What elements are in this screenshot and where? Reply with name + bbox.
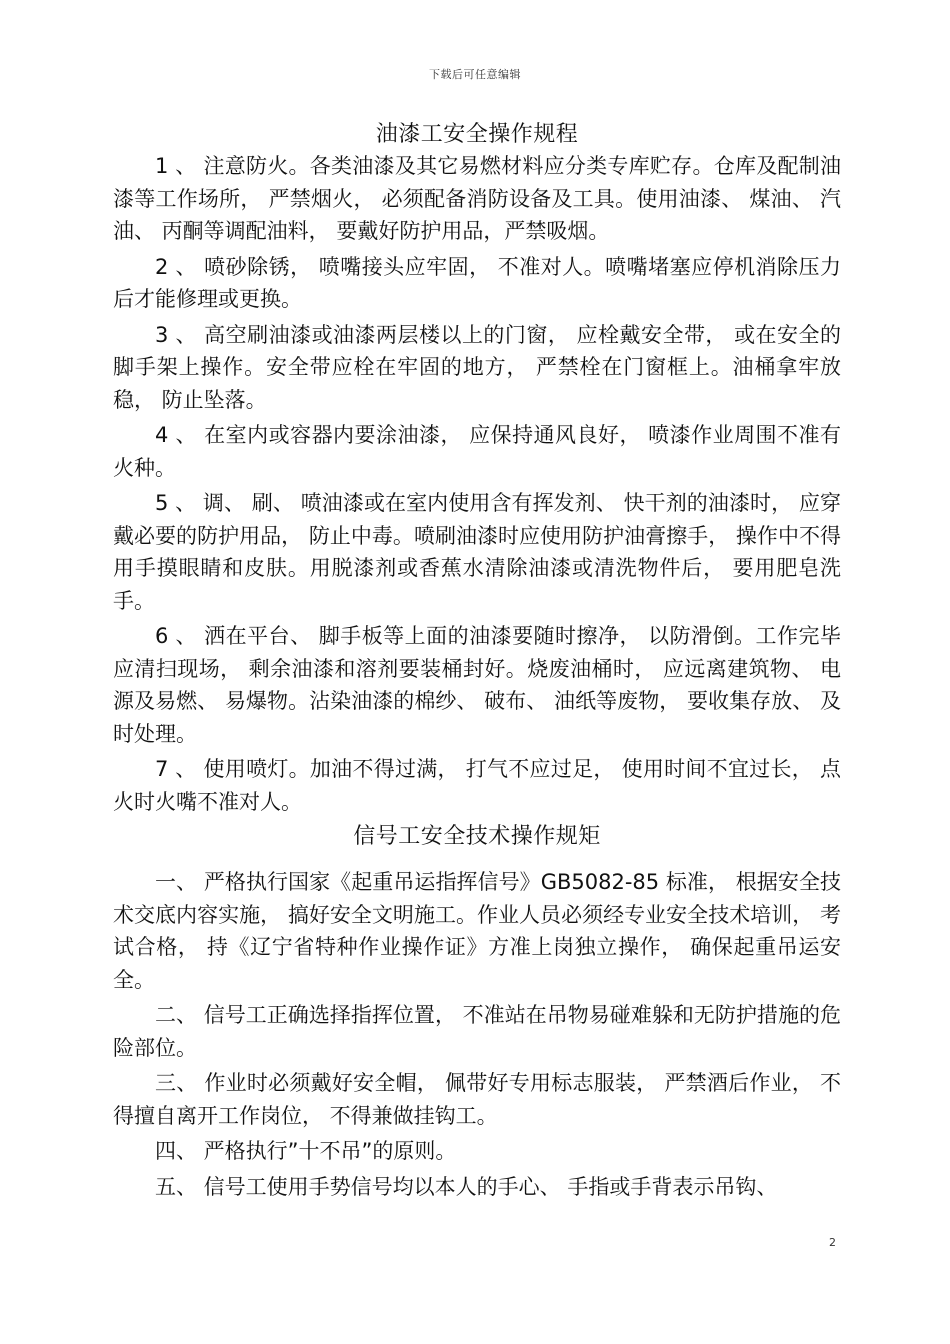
document-body (113, 120, 841, 1203)
paragraph-signalman-4: 四、 严格执行”十不吊”的原则。 (155, 1139, 457, 1163)
paragraph-painter-4: 4 、 在室内或容器内要涂油漆， 应保持通风良好， 喷漆作业周围不准有火种。 (113, 423, 841, 480)
paragraph-signalman-3: 三、 作业时必须戴好安全帽， 佩带好专用标志服装， 严禁酒后作业， 不得擅自离开工作岗位， 不得兼做挂钩工。 (113, 1071, 841, 1128)
paragraph-painter-2: 2 、 喷砂除锈， 喷嘴接头应牢固， 不准对人。喷嘴堵塞应停机消除压力后才能修理或更换。 (113, 254, 841, 311)
paragraph-signalman-1: 一、 严格执行国家《起重吊运指挥信号》GB5082-85 标准， 根据安全技术交底内容实施， 搞好安全文明施工。作业人员必须经专业安全技术培训， 考试合格， 持《辽宁省特种作业操作证》方准上岗独立操作， 确保起重吊运安全。 (113, 870, 841, 992)
paragraph-painter-1: 1 、 注意防火。各类油漆及其它易燃材料应分类专库贮存。仓库及配制油漆等工作场所， 严禁烟火， 必须配备消防设备及工具。使用油漆、 煤油、 汽油、 丙酮等调配油料， 要戴好防护用品，严禁吸烟。 (113, 154, 841, 243)
header-note: 下载后可任意编辑 (429, 68, 521, 81)
paragraph-painter-7: 7 、 使用喷灯。加油不得过满， 打气不应过足， 使用时间不宜过长， 点火时火嘴不准对人。 (113, 757, 841, 814)
paragraph-signalman-2: 二、 信号工正确选择指挥位置， 不准站在吊物易碰难躲和无防护措施的危险部位。 (113, 1003, 841, 1060)
page-number: 2 (829, 1236, 836, 1249)
section-title-signalman: 信号工安全技术操作规矩 (353, 824, 601, 849)
paragraph-painter-5: 5 、 调、 刷、 喷油漆或在室内使用含有挥发剂、 快干剂的油漆时， 应穿戴必要的防护用品， 防止中毒。喷刷油漆时应使用防护油膏擦手， 操作中不得用手摸眼睛和皮肤。用脱漆剂或香蕉水清除油漆或清洗物件后， 要用肥皂洗手。 (113, 491, 841, 613)
paragraph-signalman-5: 五、 信号工使用手势信号均以本人的手心、 手指或手背表示吊钩、 (155, 1174, 778, 1199)
section-title-painter: 油漆工安全操作规程 (375, 122, 579, 147)
paragraph-painter-6: 6 、 洒在平台、 脚手板等上面的油漆要随时擦净， 以防滑倒。工作完毕应清扫现场， 剩余油漆和溶剂要装桶封好。烧废油桶时， 应远离建筑物、 电源及易燃、 易爆物。沾染油漆的棉纱、 破布、 油纸等废物， 要收集存放、 及时处理。 (113, 624, 841, 746)
paragraph-painter-3: 3 、 高空刷油漆或油漆两层楼以上的门窗， 应栓戴安全带， 或在安全的脚手架上操作。安全带应栓在牢固的地方， 严禁栓在门窗框上。油桶拿牢放稳， 防止坠落。 (113, 322, 841, 412)
